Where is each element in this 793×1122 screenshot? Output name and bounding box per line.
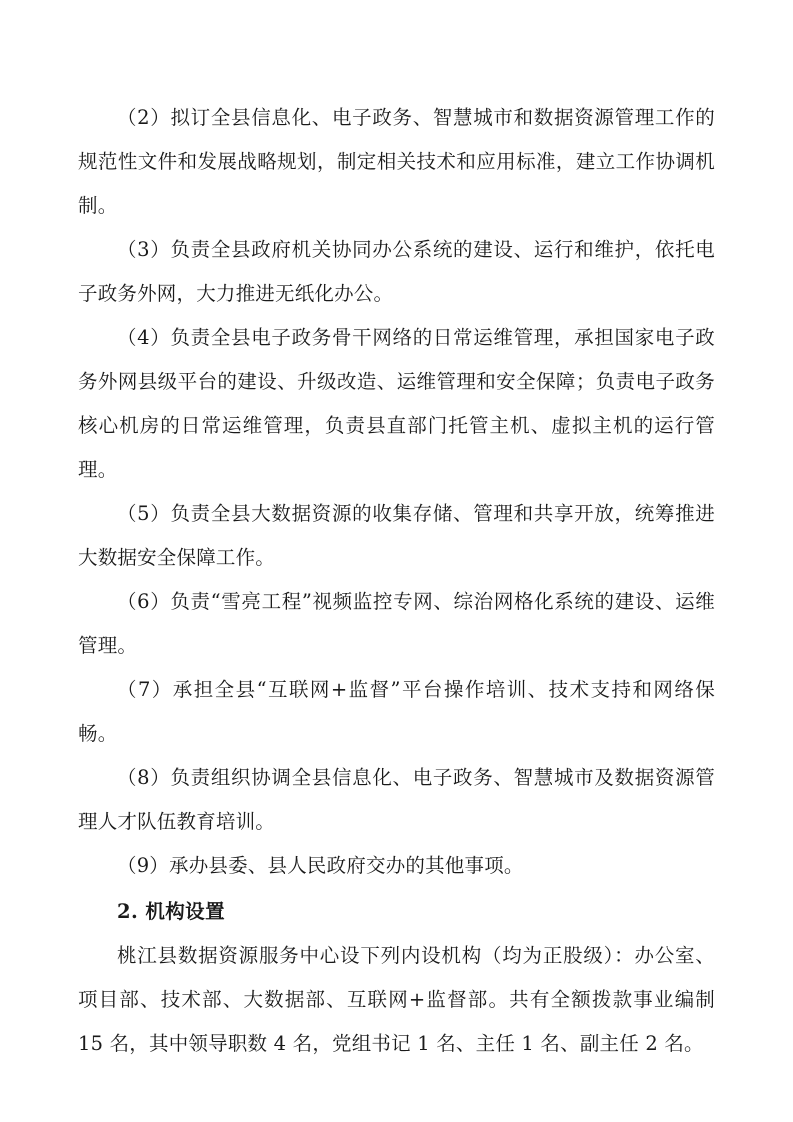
paragraph-item-9: （9）承办县委、县人民政府交办的其他事项。: [117, 854, 524, 877]
paragraph-item-2: （2）拟订全县信息化、电子政务、智慧城市和数据资源管理工作的规范性文件和发展战略规划，制定相关技术和应用标准，建立工作协调机制。: [78, 106, 715, 217]
document-body: [78, 96, 715, 1066]
paragraph-item-4: （4）负责全县电子政务骨干网络的日常运维管理，承担国家电子政务外网县级平台的建设、升级改造、运维管理和安全保障；负责电子政务核心机房的日常运维管理，负责县直部门托管主机、虚拟主机的运行管理。: [78, 326, 715, 481]
paragraph-closing: 桃江县数据资源服务中心设下列内设机构（均为正股级）：办公室、项目部、技术部、大数据部、互联网+监督部。共有全额拨款事业编制 15 名，其中领导职数 4 名，党组书记 1 名、主任 1 名、副主任 2 名。: [78, 944, 715, 1055]
section-heading: [78, 890, 715, 934]
paragraph-item-3: （3）负责全县政府机关协同办公系统的建设、运行和维护，依托电子政务外网，大力推进无纸化办公。: [78, 238, 715, 305]
paragraph-item-6: （6）负责“雪亮工程”视频监控专网、综治网格化系统的建设、运维管理。: [78, 590, 715, 657]
paragraph-item-8: （8）负责组织协调全县信息化、电子政务、智慧城市及数据资源管理人才队伍教育培训。: [78, 766, 715, 833]
section-heading-title: 机构设置: [145, 900, 225, 923]
paragraph-item-7: （7）承担全县“互联网+监督”平台操作培训、技术支持和网络保畅。: [78, 678, 715, 745]
section-heading-number: 2.: [117, 900, 139, 923]
paragraph-item-5: （5）负责全县大数据资源的收集存储、管理和共享开放，统筹推进大数据安全保障工作。: [78, 502, 715, 569]
